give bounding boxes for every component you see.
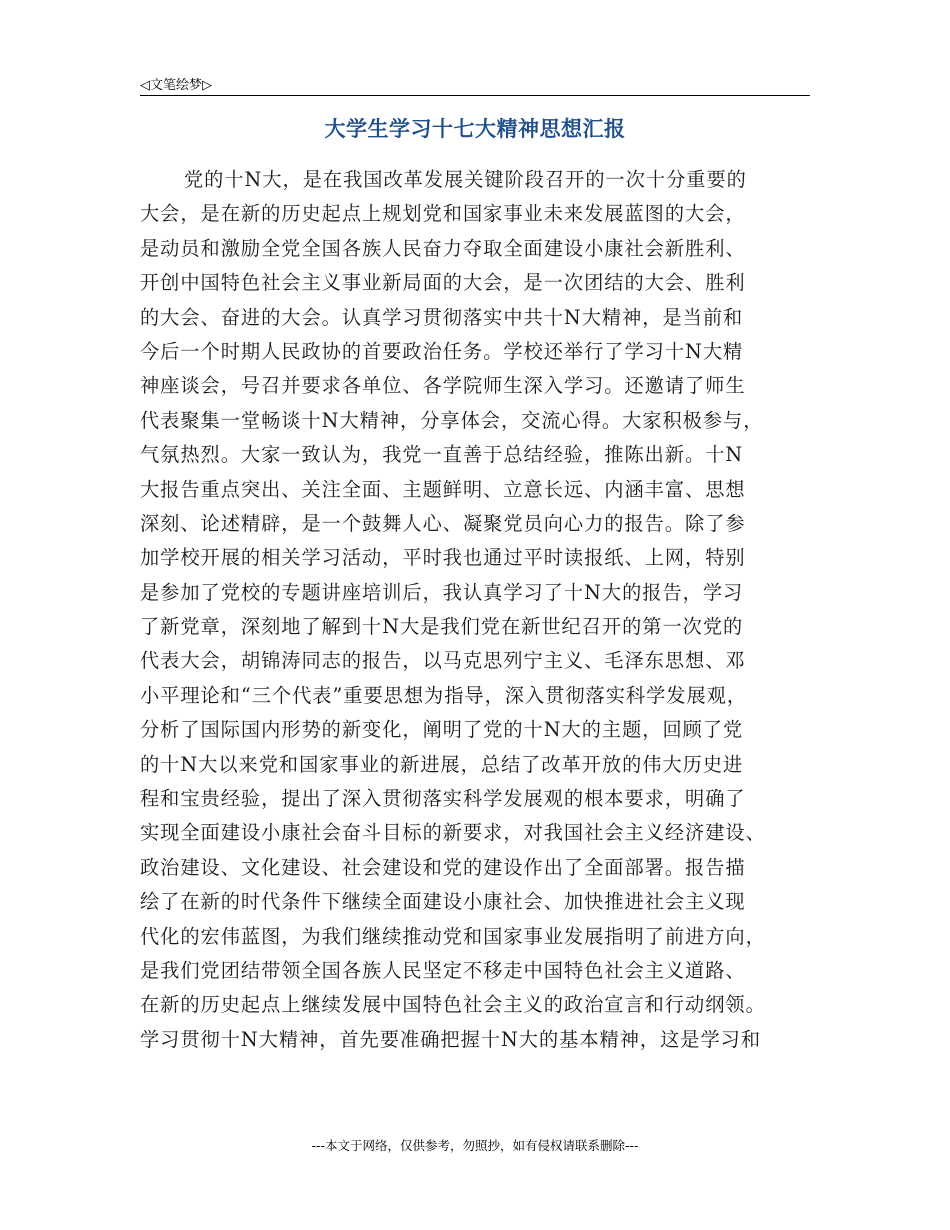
body-line: 大会，是在新的历史起点上规划党和国家事业未来发展蓝图的大会， (140, 202, 746, 226)
body-line: 大报告重点突出、关注全面、主题鲜明、立意长远、内涵丰富、思想 (140, 477, 746, 501)
body-line: 深刻、论述精辟，是一个鼓舞人心、凝聚党员向心力的报告。除了参 (140, 511, 746, 535)
body-line: 神座谈会，号召并要求各单位、各学院师生深入学习。还邀请了师生 (140, 374, 746, 398)
body-line: 的十N大以来党和国家事业的新进展，总结了改革开放的伟大历史进 (140, 752, 744, 776)
body-line: 气氛热烈。大家一致认为，我党一直善于总结经验，推陈出新。十N (140, 443, 744, 467)
page-footer: ---本文于网络，仅供参考，勿照抄，如有侵权请联系删除--- (311, 1138, 639, 1153)
body-line: 代表大会，胡锦涛同志的报告，以马克思列宁主义、毛泽东思想、邓 (140, 649, 746, 673)
body-line: 小平理论和“三个代表”重要思想为指导，深入贯彻落实科学发展观， (140, 683, 748, 707)
body-line: 是动员和激励全党全国各族人民奋力夺取全面建设小康社会新胜利、 (140, 236, 746, 260)
header-logo-text: ◁文笔绘梦▷ (140, 78, 212, 93)
document-body (140, 163, 820, 1057)
body-line: 是参加了党校的专题讲座培训后，我认真学习了十N大的报告，学习 (140, 580, 744, 604)
body-line: 今后一个时期人民政协的首要政治任务。学校还举行了学习十N大精 (140, 339, 744, 363)
body-line: 是我们党团结带领全国各族人民坚定不移走中国特色社会主义道路、 (140, 958, 746, 982)
body-line: 分析了国际国内形势的新变化，阐明了党的十N大的主题，回顾了党 (140, 718, 744, 742)
body-line: 学习贯彻十N大精神，首先要准确把握十N大的基本精神，这是学习和 (140, 1027, 762, 1051)
body-line: 加学校开展的相关学习活动，平时我也通过平时读报纸、上网，特别 (140, 546, 746, 570)
body-line: 绘了在新的时代条件下继续全面建设小康社会、加快推进社会主义现 (140, 890, 746, 914)
body-line: 在新的历史起点上继续发展中国特色社会主义的政治宣言和行动纲领。 (140, 993, 766, 1017)
body-line: 代化的宏伟蓝图，为我们继续推动党和国家事业发展指明了前进方向， (140, 924, 766, 948)
body-line: 代表聚集一堂畅谈十N大精神，分享体会，交流心得。大家积极参与， (140, 408, 764, 432)
body-line: 党的十N大，是在我国改革发展关键阶段召开的一次十分重要的 (184, 168, 747, 191)
body-line: 了新党章，深刻地了解到十N大是我们党在新世纪召开的第一次党的 (140, 615, 744, 639)
body-line: 政治建设、文化建设、社会建设和党的建设作出了全面部署。报告描 (140, 855, 746, 879)
body-line: 实现全面建设小康社会奋斗目标的新要求，对我国社会主义经济建设、 (140, 821, 766, 845)
body-line: 的大会、奋进的大会。认真学习贯彻落实中共十N大精神，是当前和 (140, 305, 744, 329)
body-line: 程和宝贵经验，提出了深入贯彻落实科学发展观的根本要求，明确了 (140, 787, 746, 811)
page-header (140, 72, 810, 96)
document-title: 大学生学习十七大精神思想汇报 (324, 116, 626, 141)
body-line: 开创中国特色社会主义事业新局面的大会，是一次团结的大会、胜利 (140, 271, 746, 295)
